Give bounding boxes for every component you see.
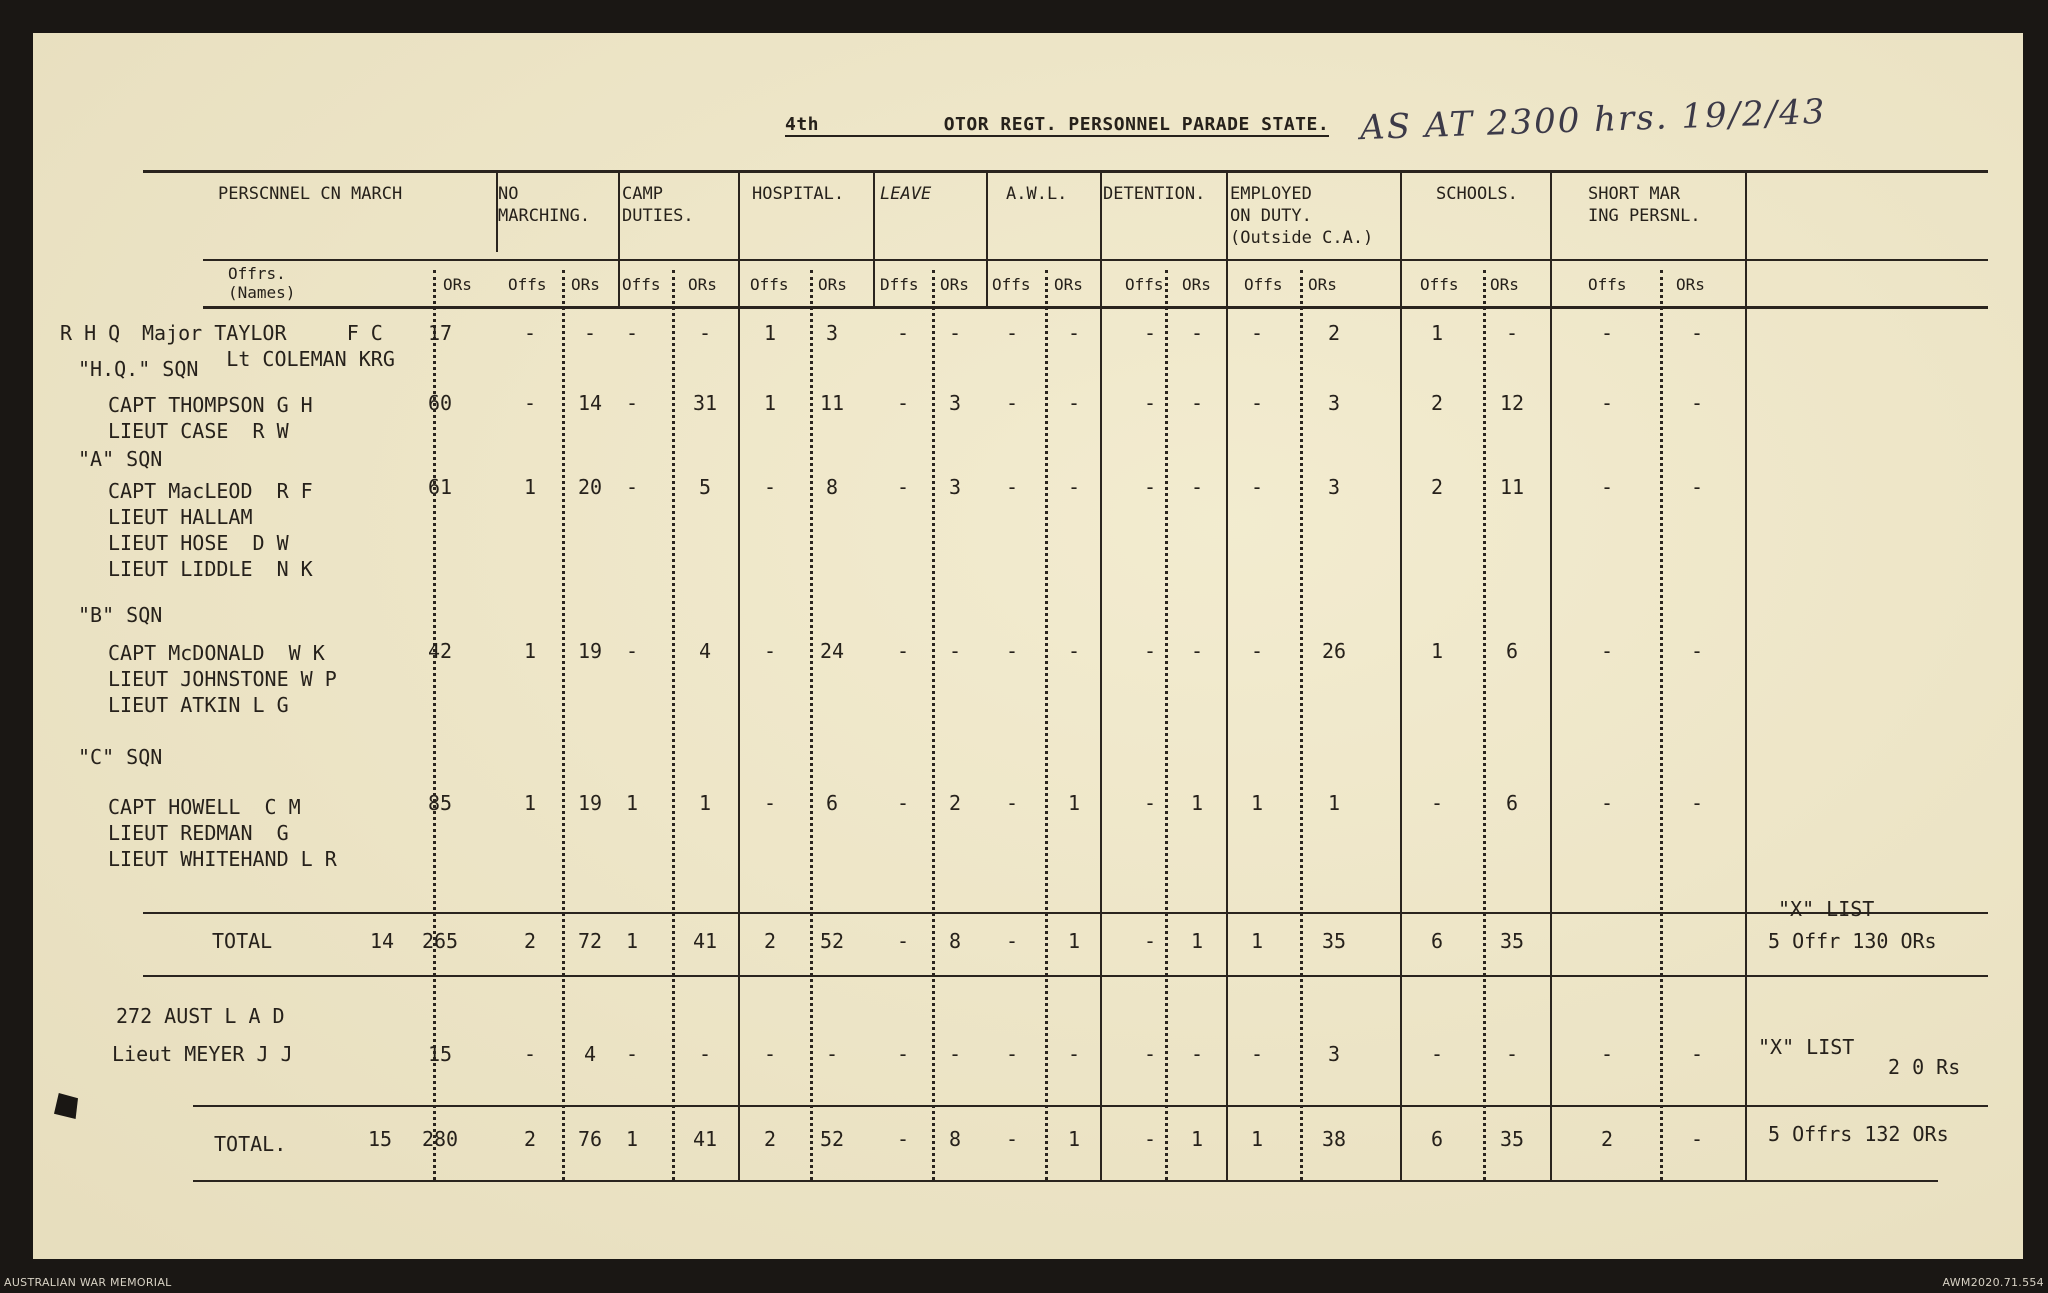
row-d-o-cell: - xyxy=(1143,639,1157,663)
grand-total-d-r-cell: 1 xyxy=(1190,1127,1204,1151)
row-nm-o-cell: 1 xyxy=(523,639,537,663)
subheader-offs: Offs xyxy=(1125,275,1164,294)
row-ors-cell: 85 xyxy=(427,791,453,815)
grand-total-l-r-cell: 8 xyxy=(948,1127,962,1151)
grand-total-d-o-cell: - xyxy=(1143,1127,1157,1151)
row-nm-o-cell: 1 xyxy=(523,791,537,815)
x-list-value: 5 Offr 130 ORs xyxy=(1768,929,1937,953)
grand-total-sm-r-cell: - xyxy=(1690,1127,1704,1151)
grand-total-nm-r-cell: 76 xyxy=(577,1127,603,1151)
row-d-r-cell: - xyxy=(1190,391,1204,415)
row-cd-o-cell: - xyxy=(625,475,639,499)
row-s-r-cell: 12 xyxy=(1499,391,1525,415)
header-no-marching: NO MARCHING. xyxy=(498,184,591,226)
row-a-r-cell: - xyxy=(1067,391,1081,415)
row-a-o-cell: - xyxy=(1005,639,1019,663)
row-cd-r-cell: 4 xyxy=(698,639,712,663)
grand-total-label: TOTAL. xyxy=(214,1132,287,1156)
lad-sm-o-cell: - xyxy=(1600,1042,1614,1066)
row-a-o-cell: - xyxy=(1005,391,1019,415)
row-a-r-cell: 1 xyxy=(1067,791,1081,815)
row-nm-o-cell: - xyxy=(523,391,537,415)
lad-nm-r-cell: 4 xyxy=(583,1042,597,1066)
row-cd-o-cell: - xyxy=(625,639,639,663)
row-sm-r-cell: - xyxy=(1690,639,1704,663)
row-cd-r-cell: 31 xyxy=(692,391,718,415)
section-names-b: CAPT McDONALD W K LIEUT JOHNSTONE W P LIEUT ATKIN L G xyxy=(108,641,337,717)
row-e-r-cell: 3 xyxy=(1327,391,1341,415)
grand-total-x-list: 5 Offrs 132 ORs xyxy=(1768,1122,1949,1146)
subheader-offs: Offs xyxy=(750,275,789,294)
subheader-ors: ORs xyxy=(1054,275,1083,294)
subheader-ors: ORs xyxy=(940,275,969,294)
row-e-o-cell: - xyxy=(1250,321,1264,345)
lad-cd-r-cell: - xyxy=(698,1042,712,1066)
row-e-o-cell: - xyxy=(1250,475,1264,499)
row-h-o-cell: - xyxy=(763,475,777,499)
row-nm-r-cell: 20 xyxy=(577,475,603,499)
header-detention: DETENTION. xyxy=(1103,184,1206,204)
total-nm-o-cell: 2 xyxy=(523,929,537,953)
row-e-r-cell: 1 xyxy=(1327,791,1341,815)
row-l-o-cell: - xyxy=(896,475,910,499)
lad-a-r-cell: - xyxy=(1067,1042,1081,1066)
row-a-r-cell: - xyxy=(1067,321,1081,345)
row-d-r-cell: - xyxy=(1190,639,1204,663)
col-divider xyxy=(873,172,875,307)
grand-total-h-r-cell: 52 xyxy=(819,1127,845,1151)
grand-total-s-r-cell: 35 xyxy=(1499,1127,1525,1151)
row-cd-r-cell: 1 xyxy=(698,791,712,815)
row-sm-o-cell: - xyxy=(1600,391,1614,415)
row-l-r-cell: 2 xyxy=(948,791,962,815)
grand-total-a-r-cell: 1 xyxy=(1067,1127,1081,1151)
grand-total-e-o-cell: 1 xyxy=(1250,1127,1264,1151)
row-l-o-cell: - xyxy=(896,321,910,345)
row-sm-o-cell: - xyxy=(1600,639,1614,663)
handwritten-date-note: AS AT 2300 hrs. 19/2/43 xyxy=(1359,91,1828,149)
row-d-o-cell: - xyxy=(1143,475,1157,499)
row-s-r-cell: 11 xyxy=(1499,475,1525,499)
grand-total-ors-cell: 280 xyxy=(421,1127,459,1151)
grand-total-cd-r-cell: 41 xyxy=(692,1127,718,1151)
row-sm-r-cell: - xyxy=(1690,391,1704,415)
total-offrs: 14 xyxy=(370,929,395,953)
header-employed: EMPLOYED ON DUTY. (Outside C.A.) xyxy=(1230,184,1374,248)
grand-total-rule-bottom xyxy=(193,1180,1938,1182)
subheader-offs: Offs xyxy=(1588,275,1627,294)
col-divider xyxy=(1400,172,1402,1182)
total-s-o-cell: 6 xyxy=(1430,929,1444,953)
row-a-r-cell: - xyxy=(1067,639,1081,663)
row-sm-o-cell: - xyxy=(1600,475,1614,499)
lad-a-o-cell: - xyxy=(1005,1042,1019,1066)
lad-ors-cell: 15 xyxy=(427,1042,453,1066)
dotted-divider xyxy=(1300,270,1303,1180)
row-d-r-cell: - xyxy=(1190,475,1204,499)
total-d-r-cell: 1 xyxy=(1190,929,1204,953)
grand-total-sm-o-cell: 2 xyxy=(1600,1127,1614,1151)
grand-total-h-o-cell: 2 xyxy=(763,1127,777,1151)
total-cd-o-cell: 1 xyxy=(625,929,639,953)
row-ors-cell: 42 xyxy=(427,639,453,663)
row-cd-o-cell: - xyxy=(625,321,639,345)
row-cd-o-cell: 1 xyxy=(625,791,639,815)
subheader-rule xyxy=(203,306,1988,309)
section-label-b: "B" SQN xyxy=(78,603,163,627)
lad-name: Lieut MEYER J J xyxy=(112,1042,293,1066)
row-cd-o-cell: - xyxy=(625,391,639,415)
section-names-c: CAPT HOWELL C M LIEUT REDMAN G LIEUT WHITEHAND L R xyxy=(108,795,337,871)
lad-l-r-cell: - xyxy=(948,1042,962,1066)
grand-total-offrs: 15 xyxy=(368,1127,393,1151)
row-e-o-cell: 1 xyxy=(1250,791,1264,815)
section-label-c: "C" SQN xyxy=(78,745,163,769)
total-cd-r-cell: 41 xyxy=(692,929,718,953)
lad-cd-o-cell: - xyxy=(625,1042,639,1066)
row-sm-r-cell: - xyxy=(1690,475,1704,499)
lad-s-o-cell: - xyxy=(1430,1042,1444,1066)
subheader-ors: ORs xyxy=(443,275,472,294)
section-names-hq: CAPT THOMPSON G H LIEUT CASE R W xyxy=(108,393,313,443)
row-e-r-cell: 3 xyxy=(1327,475,1341,499)
total-l-r-cell: 8 xyxy=(948,929,962,953)
total-l-o-cell: - xyxy=(896,929,910,953)
row-h-o-cell: - xyxy=(763,791,777,815)
subheader-ors: ORs xyxy=(1676,275,1705,294)
lad-h-r-cell: - xyxy=(825,1042,839,1066)
header-hospital: HOSPITAL. xyxy=(752,184,845,204)
row-d-o-cell: - xyxy=(1143,791,1157,815)
footer-accession-number: AWM2020.71.554 xyxy=(1942,1276,2044,1289)
total-ors-cell: 265 xyxy=(421,929,459,953)
row-a-o-cell: - xyxy=(1005,791,1019,815)
row-h-o-cell: - xyxy=(763,639,777,663)
lad-x-list-label: "X" LIST xyxy=(1758,1035,1855,1059)
section-names-a: CAPT MacLEOD R F LIEUT HALLAM LIEUT HOSE D W LIEUT LIDDLE N K xyxy=(108,479,313,581)
subheader-offs: Offs xyxy=(992,275,1031,294)
x-list-label: "X" LIST xyxy=(1778,897,1875,921)
lad-e-o-cell: - xyxy=(1250,1042,1264,1066)
header-short: SHORT MAR ING PERSNL. xyxy=(1588,184,1701,226)
row-l-r-cell: - xyxy=(948,321,962,345)
row-s-o-cell: 1 xyxy=(1430,321,1444,345)
total-h-r-cell: 52 xyxy=(819,929,845,953)
row-d-r-cell: - xyxy=(1190,321,1204,345)
total-label: TOTAL xyxy=(212,929,273,953)
row-s-r-cell: 6 xyxy=(1505,639,1519,663)
subheader-ors: ORs xyxy=(688,275,717,294)
row-cd-r-cell: 5 xyxy=(698,475,712,499)
row-h-r-cell: 6 xyxy=(825,791,839,815)
subheader-offs: Dffs xyxy=(880,275,919,294)
grand-total-rule-top xyxy=(193,1105,1988,1107)
total-e-r-cell: 35 xyxy=(1321,929,1347,953)
row-h-r-cell: 11 xyxy=(819,391,845,415)
row-s-o-cell: 2 xyxy=(1430,391,1444,415)
row-h-o-cell: 1 xyxy=(763,391,777,415)
row-a-o-cell: - xyxy=(1005,475,1019,499)
row-h-r-cell: 24 xyxy=(819,639,845,663)
subheader-ors: ORs xyxy=(1182,275,1211,294)
row-nm-r-cell: 14 xyxy=(577,391,603,415)
row-nm-o-cell: 1 xyxy=(523,475,537,499)
row-s-r-cell: - xyxy=(1505,321,1519,345)
lad-d-o-cell: - xyxy=(1143,1042,1157,1066)
lad-e-r-cell: 3 xyxy=(1327,1042,1341,1066)
subheader-ors: ORs xyxy=(1308,275,1337,294)
subheader-offs: Offs xyxy=(1420,275,1459,294)
lad-d-r-cell: - xyxy=(1190,1042,1204,1066)
row-e-r-cell: 26 xyxy=(1321,639,1347,663)
lad-l-o-cell: - xyxy=(896,1042,910,1066)
row-s-o-cell: 1 xyxy=(1430,639,1444,663)
section-label-rhq: R H Q xyxy=(60,321,121,345)
total-rule-bottom xyxy=(143,975,1988,977)
dotted-divider xyxy=(1660,270,1663,1180)
lad-h-o-cell: - xyxy=(763,1042,777,1066)
col-divider xyxy=(618,172,620,307)
row-ors-cell: 60 xyxy=(427,391,453,415)
row-l-o-cell: - xyxy=(896,639,910,663)
col-divider xyxy=(1550,172,1552,1182)
row-l-o-cell: - xyxy=(896,791,910,815)
total-d-o-cell: - xyxy=(1143,929,1157,953)
row-l-r-cell: - xyxy=(948,639,962,663)
total-h-o-cell: 2 xyxy=(763,929,777,953)
subheader-offs: Offs xyxy=(508,275,547,294)
row-e-r-cell: 2 xyxy=(1327,321,1341,345)
table-top-rule xyxy=(143,170,1988,173)
header-rule xyxy=(203,259,1988,261)
row-a-o-cell: - xyxy=(1005,321,1019,345)
row-e-o-cell: - xyxy=(1250,391,1264,415)
row-ors-cell: 61 xyxy=(427,475,453,499)
header-personnel: PERSCNNEL CN MARCH xyxy=(218,184,403,204)
subheader-offs: Offs xyxy=(622,275,661,294)
section-label-hq: "H.Q." SQN xyxy=(78,357,199,381)
row-nm-r-cell: 19 xyxy=(577,639,603,663)
grand-total-l-o-cell: - xyxy=(896,1127,910,1151)
total-e-o-cell: 1 xyxy=(1250,929,1264,953)
subheader-offrs-names: Offrs. (Names) xyxy=(228,264,296,302)
grand-total-a-o-cell: - xyxy=(1005,1127,1019,1151)
total-a-r-cell: 1 xyxy=(1067,929,1081,953)
section-names-rhq: Major TAYLOR F C Lt COLEMAN KRG xyxy=(142,321,395,371)
lad-x-list-value: 2 0 Rs xyxy=(1888,1055,1961,1079)
total-nm-r-cell: 72 xyxy=(577,929,603,953)
subheader-ors: ORs xyxy=(571,275,600,294)
total-rule-top xyxy=(143,912,1988,914)
lad-sm-r-cell: - xyxy=(1690,1042,1704,1066)
row-l-o-cell: - xyxy=(896,391,910,415)
row-h-r-cell: 3 xyxy=(825,321,839,345)
footer-credit: AUSTRALIAN WAR MEMORIAL xyxy=(4,1276,172,1289)
row-a-r-cell: - xyxy=(1067,475,1081,499)
row-s-r-cell: 6 xyxy=(1505,791,1519,815)
document-title: 4th OTOR REGT. PERSONNEL PARADE STATE. xyxy=(785,114,1330,135)
row-s-o-cell: - xyxy=(1430,791,1444,815)
row-nm-r-cell: - xyxy=(583,321,597,345)
lad-label: 272 AUST L A D xyxy=(116,1004,285,1028)
lad-s-r-cell: - xyxy=(1505,1042,1519,1066)
header-awl: A.W.L. xyxy=(1006,184,1068,204)
row-d-o-cell: - xyxy=(1143,391,1157,415)
row-sm-o-cell: - xyxy=(1600,321,1614,345)
header-camp-duties: CAMP DUTIES. xyxy=(622,184,694,226)
header-leave: LEAVE xyxy=(880,184,932,204)
row-e-o-cell: - xyxy=(1250,639,1264,663)
row-d-o-cell: - xyxy=(1143,321,1157,345)
row-nm-o-cell: - xyxy=(523,321,537,345)
row-s-o-cell: 2 xyxy=(1430,475,1444,499)
row-ors-cell: 17 xyxy=(427,321,453,345)
row-sm-o-cell: - xyxy=(1600,791,1614,815)
row-l-r-cell: 3 xyxy=(948,391,962,415)
row-h-r-cell: 8 xyxy=(825,475,839,499)
row-cd-r-cell: - xyxy=(698,321,712,345)
row-sm-r-cell: - xyxy=(1690,791,1704,815)
grand-total-nm-o-cell: 2 xyxy=(523,1127,537,1151)
grand-total-e-r-cell: 38 xyxy=(1321,1127,1347,1151)
subheader-ors: ORs xyxy=(1490,275,1519,294)
grand-total-s-o-cell: 6 xyxy=(1430,1127,1444,1151)
row-sm-r-cell: - xyxy=(1690,321,1704,345)
row-d-r-cell: 1 xyxy=(1190,791,1204,815)
col-divider xyxy=(986,172,988,307)
subheader-offs: Offs xyxy=(1244,275,1283,294)
total-s-r-cell: 35 xyxy=(1499,929,1525,953)
row-nm-r-cell: 19 xyxy=(577,791,603,815)
lad-nm-o-cell: - xyxy=(523,1042,537,1066)
col-divider xyxy=(1745,172,1747,1182)
subheader-ors: ORs xyxy=(818,275,847,294)
row-l-r-cell: 3 xyxy=(948,475,962,499)
header-schools: SCHOOLS. xyxy=(1436,184,1518,204)
section-label-a: "A" SQN xyxy=(78,447,163,471)
total-a-o-cell: - xyxy=(1005,929,1019,953)
row-h-o-cell: 1 xyxy=(763,321,777,345)
grand-total-cd-o-cell: 1 xyxy=(625,1127,639,1151)
